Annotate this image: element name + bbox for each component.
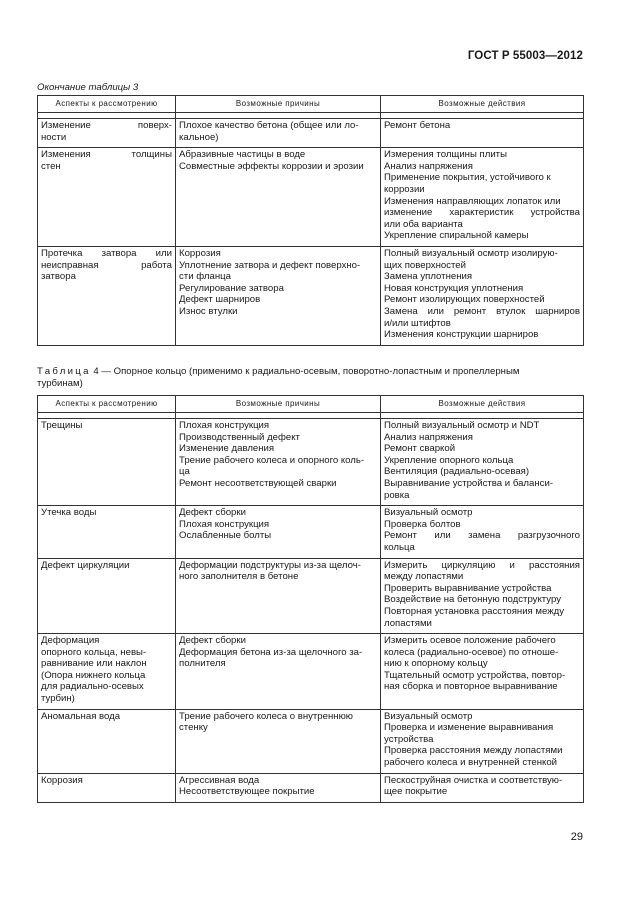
cell-line: или оба варианта <box>384 218 463 230</box>
cell-aspect <box>38 506 176 558</box>
cell-line: устройства <box>384 733 434 745</box>
table-row <box>38 506 584 558</box>
cell-line: Измерить циркуляцию и расстояния <box>384 559 580 571</box>
cell-line: Ремонт или замена разгрузочного <box>384 530 580 542</box>
cell-line: Повторная установка расстояния между <box>384 605 565 617</box>
table-row <box>38 419 584 506</box>
cell-aspect <box>38 709 176 773</box>
cell-line: Деформации подструктуры из-за щелоч- <box>179 559 361 571</box>
cell-line: стен <box>41 160 61 172</box>
cell-actions <box>381 506 584 558</box>
cell-line: Изменение поверх- <box>41 120 172 131</box>
cell-causes <box>176 148 381 247</box>
cell-line: Дефект сборки <box>179 507 246 519</box>
cell-line: Коррозия <box>179 247 221 259</box>
cell-line: Проверка расстояния между лопастями <box>384 745 563 757</box>
cell-line: ца <box>179 466 190 478</box>
cell-line: Регулирование затвора <box>179 282 284 294</box>
cell-line: сти фланца <box>179 271 231 283</box>
cell-aspect <box>38 148 176 247</box>
cell-line: Замена или ремонт втулок шарниров <box>384 305 580 317</box>
cell-line: Изменения толщины <box>41 149 172 161</box>
cell-line: Ремонт сваркой <box>384 443 456 455</box>
cell-line: ного заполнителя в бетоне <box>179 571 299 583</box>
cell-aspect <box>38 773 176 802</box>
cell-line: Несоответствующее покрытие <box>179 786 315 798</box>
table4-caption-label: Таблица <box>37 366 91 377</box>
cell-line: изменение характеристик устройства <box>384 207 580 219</box>
cell-line: Агрессивная вода <box>179 774 260 786</box>
cell-line: турбин) <box>41 693 75 705</box>
cell-line: Измерения толщины плиты <box>384 149 507 161</box>
table-header-row <box>38 96 584 113</box>
table-4 <box>37 395 584 803</box>
cell-line: между лопастями <box>384 571 464 583</box>
cell-line: Укрепление опорного кольца <box>384 454 514 466</box>
cell-line: неисправная работа <box>41 259 172 271</box>
page-number: 29 <box>570 831 583 843</box>
cell-line: Проверка и изменение выравнивания <box>384 722 554 734</box>
cell-line: Деформация бетона из-за щелочного за- <box>179 646 363 658</box>
cell-causes <box>176 246 381 345</box>
cell-actions <box>381 119 584 148</box>
cell-line: рабочего колеса и внутренней стенкой <box>384 757 558 769</box>
cell-line: Трение рабочего колеса и опорного коль- <box>179 454 365 466</box>
cell-actions <box>381 558 584 634</box>
cell-line: Визуальный осмотр <box>384 507 473 519</box>
cell-line: Проверка болтов <box>384 518 461 530</box>
column-header-aspects: Аспекты к рассмотрению <box>38 96 176 113</box>
cell-line: Изменения конструкции шарниров <box>384 329 539 341</box>
cell-line: Полный визуальный осмотр изолирую- <box>384 247 558 259</box>
cell-line: Анализ напряжения <box>384 431 473 443</box>
cell-line: Уплотнение затвора и дефект поверхно- <box>179 259 361 271</box>
cell-line: Плохая конструкция <box>179 518 270 530</box>
cell-line: Изменение давления <box>179 443 275 455</box>
cell-causes <box>176 709 381 773</box>
cell-line: ровка <box>384 489 410 501</box>
cell-actions <box>381 709 584 773</box>
cell-line: ности <box>41 131 67 143</box>
cell-line: Трение рабочего колеса о внутреннюю <box>179 710 353 722</box>
table-row <box>38 634 584 710</box>
cell-line: Ремонт несоответствующей сварки <box>179 477 337 489</box>
cell-line: Применение покрытия, устойчивого к <box>384 172 551 184</box>
table4-caption-title: 4 — Опорное кольцо (применимо к радиально-осевым, поворотно-лопастным и пропеллерным <box>90 366 520 377</box>
cell-line: для радиально-осевых <box>41 681 144 693</box>
cell-line: Плохое качество бетона (общее или ло- <box>179 120 359 131</box>
cell-line: лопастями <box>384 617 432 629</box>
cell-aspect <box>38 419 176 506</box>
cell-line: Выравнивание устройства и баланси- <box>384 477 554 489</box>
table-row <box>38 148 584 247</box>
cell-line: равнивание или наклон <box>41 658 147 670</box>
cell-line: Дефект циркуляции <box>41 559 130 571</box>
cell-causes <box>176 773 381 802</box>
cell-line: щих поверхностей <box>384 259 467 271</box>
cell-line: полнителя <box>179 658 226 670</box>
cell-actions <box>381 419 584 506</box>
cell-causes <box>176 419 381 506</box>
column-header-causes: Возможные причины <box>176 396 381 413</box>
cell-actions <box>381 634 584 710</box>
cell-line: опорного кольца, невы- <box>41 646 147 658</box>
cell-causes <box>176 119 381 148</box>
table-header-row <box>38 396 584 413</box>
cell-line: ная сборка и повторное выравнивание <box>384 681 558 693</box>
table4-caption-continuation: турбинам) <box>37 378 83 389</box>
table-row <box>38 709 584 773</box>
table-row <box>38 773 584 802</box>
table-row <box>38 246 584 345</box>
cell-aspect <box>38 558 176 634</box>
cell-line: Укрепление спиральной камеры <box>384 230 529 242</box>
cell-aspect <box>38 119 176 148</box>
cell-line: Новая конструкция уплотнения <box>384 282 524 294</box>
cell-causes <box>176 506 381 558</box>
cell-line: Анализ напряжения <box>384 160 473 172</box>
cell-line: Проверить выравнивание устройства <box>384 582 552 594</box>
cell-line: Измерить осевое положение рабочего <box>384 635 556 647</box>
cell-aspect <box>38 634 176 710</box>
document-code: ГОСТ Р 55003—2012 <box>467 50 583 62</box>
cell-line: Аномальная вода <box>41 710 121 722</box>
cell-line: Тщательный осмотр устройства, повтор- <box>384 669 566 681</box>
cell-line: Абразивные частицы в воде <box>179 149 306 161</box>
cell-line: Ремонт бетона <box>384 120 451 131</box>
cell-line: Утечка воды <box>41 507 97 519</box>
cell-line: Визуальный осмотр <box>384 710 473 722</box>
table-row <box>38 119 584 148</box>
cell-line: Воздействие на бетонную подструктуру <box>384 594 561 606</box>
cell-line: Полный визуальный осмотр и NDT <box>384 420 540 431</box>
table-row <box>38 558 584 634</box>
cell-line: Вентиляция (радиально-осевая) <box>384 466 530 478</box>
column-header-actions: Возможные действия <box>381 96 584 113</box>
cell-line: (Опора нижнего кольца <box>41 669 146 681</box>
cell-line: Изменения направляющих лопаток или <box>384 195 561 207</box>
cell-actions <box>381 246 584 345</box>
cell-line: Коррозия <box>41 774 83 786</box>
cell-line: Дефект шарниров <box>179 294 261 306</box>
table3-body <box>38 113 584 346</box>
cell-line: Производственный дефект <box>179 431 300 443</box>
cell-line: Ослабленные болты <box>179 530 272 542</box>
cell-line: Замена уплотнения <box>384 271 473 283</box>
cell-actions <box>381 773 584 802</box>
cell-line: кольца <box>384 541 415 553</box>
cell-line: Плохая конструкция <box>179 420 270 431</box>
cell-line: Деформация <box>41 635 100 647</box>
cell-line: коррозии <box>384 183 425 195</box>
cell-line: Протечка затвора или <box>41 247 172 259</box>
table-3 <box>37 95 584 346</box>
cell-line: щее покрытие <box>384 786 448 798</box>
cell-line: Дефект сборки <box>179 635 246 647</box>
cell-aspect <box>38 246 176 345</box>
cell-line: и/или штифтов <box>384 317 451 329</box>
cell-line: нию к опорному кольцу <box>384 658 488 670</box>
table4-body <box>38 413 584 803</box>
cell-line: Трещины <box>41 420 83 431</box>
cell-actions <box>381 148 584 247</box>
cell-line: кальное) <box>179 131 219 143</box>
cell-line: Износ втулки <box>179 305 238 317</box>
column-header-actions: Возможные действия <box>381 396 584 413</box>
cell-line: стенку <box>179 722 208 734</box>
column-header-causes: Возможные причины <box>176 96 381 113</box>
table4-caption <box>37 366 585 390</box>
table3-caption: Окончание таблицы 3 <box>37 82 139 93</box>
cell-line: Совместные эффекты коррозии и эрозии <box>179 160 364 172</box>
cell-line: Ремонт изолирующих поверхностей <box>384 294 545 306</box>
column-header-aspects: Аспекты к рассмотрению <box>38 396 176 413</box>
cell-line: затвора <box>41 271 76 283</box>
cell-causes <box>176 558 381 634</box>
cell-line: Пескоструйная очистка и соответствую- <box>384 774 563 786</box>
cell-line: колеса (радиально-осевое) по отноше- <box>384 646 559 658</box>
cell-causes <box>176 634 381 710</box>
